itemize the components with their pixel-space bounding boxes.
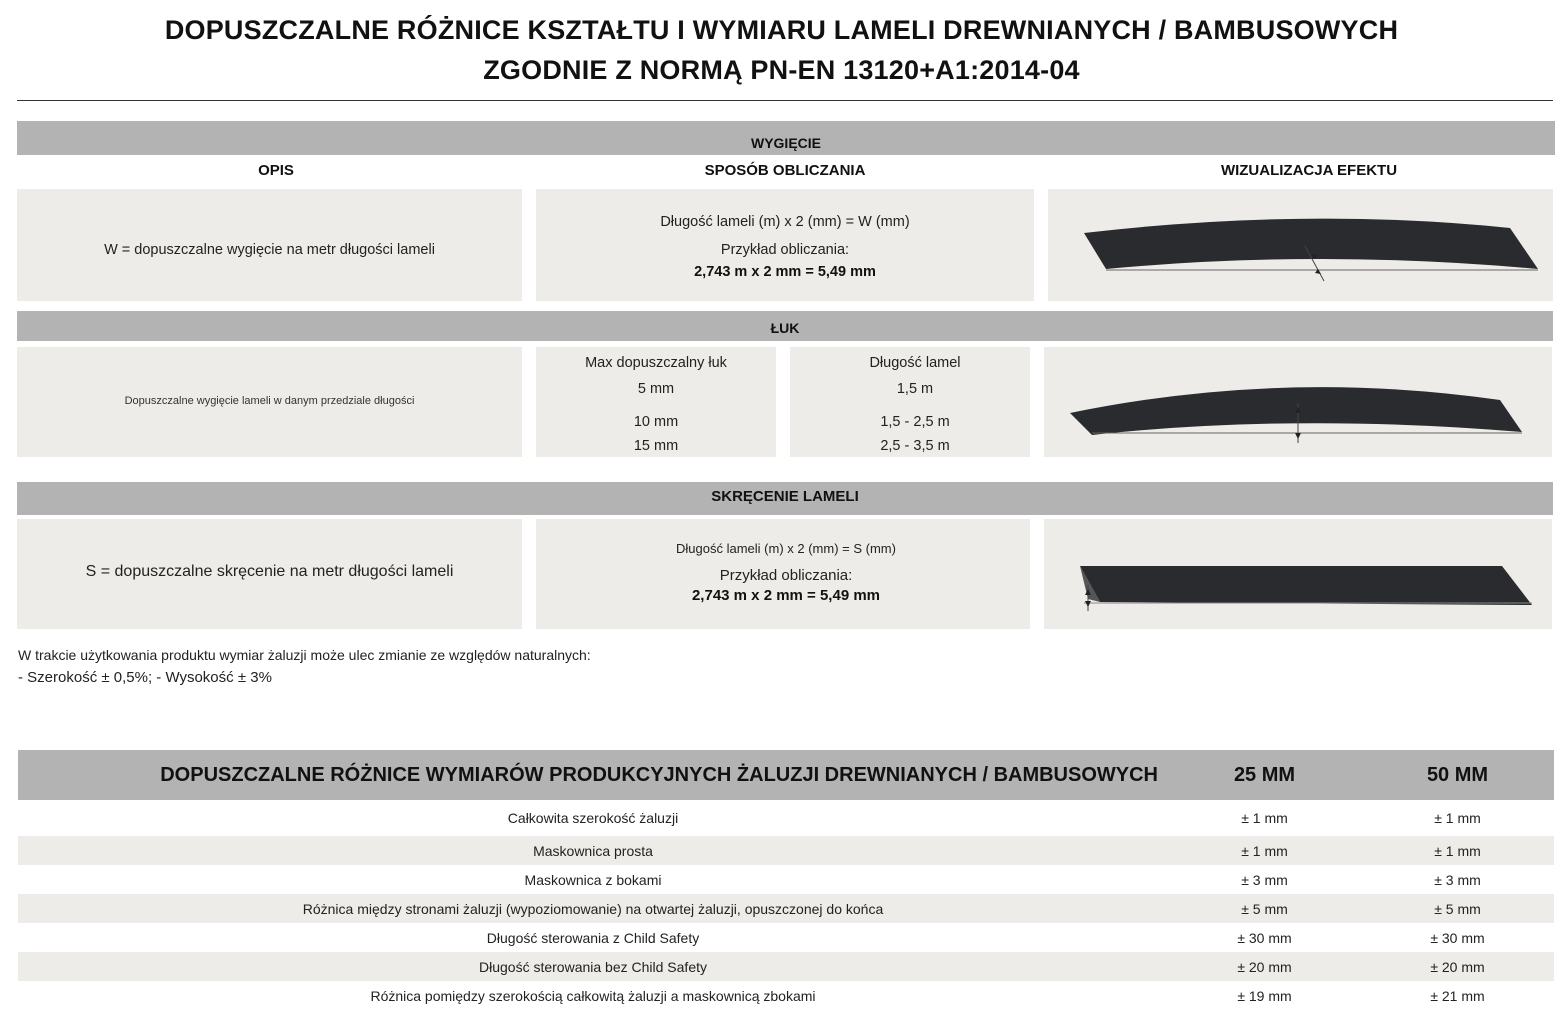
luk-max-cell [536,347,776,457]
luk-length-cell [790,347,1030,457]
row-value-50mm: ± 21 mm [1430,987,1485,1004]
luk-max-value: 10 mm [633,414,679,430]
skrecenie-example-value: 2,743 m x 2 mm = 5,49 mm [691,587,881,604]
section-band-luk: ŁUK [17,311,1553,341]
luk-opis-cell [17,347,522,457]
table-header-50mm: 50 MM [1361,750,1554,800]
page-title-line2: ZGODNIE Z NORMĄ PN-EN 13120+A1:2014-04 [483,55,1080,85]
row-value-50mm: ± 20 mm [1361,952,1554,981]
row-value-50mm: ± 1 mm [1361,836,1554,865]
wygiecie-formula: Długość lameli (m) x 2 (mm) = W (mm) [660,214,910,230]
row-label: Maskownica z bokami [524,871,662,888]
luk-max-header: Max dopuszczalny łuk [585,355,727,371]
row-value-25mm: ± 30 mm [1237,929,1292,946]
arched-slat-illustration [1044,347,1552,457]
row-label: Różnica między stronami żaluzji (wypoziomowanie) na otwartej żaluzji, opuszczonej do końca [18,894,1168,923]
luk-visualization-cell [1044,347,1552,457]
wygiecie-example-label: Przykład obliczania: [720,242,850,258]
wygiecie-example-value: 2,743 m x 2 mm = 5,49 mm [694,264,876,280]
wygiecie-opis-text: W = dopuszczalne wygięcie na metr długości lameli [104,242,435,258]
luk-length-value: 1,5 m [896,381,934,397]
section-band-wygiecie: WYGIĘCIE [17,121,1555,155]
row-label: Długość sterowania z Child Safety [486,929,700,946]
table-row [18,923,1554,952]
row-label: Długość sterowania bez Child Safety [18,952,1168,981]
luk-max-value: 5 mm [637,381,675,397]
bent-slat-illustration [1048,189,1553,301]
row-value-25mm: ± 20 mm [1168,952,1361,981]
row-label: Różnica pomiędzy szerokością całkowitą żaluzji a maskownicą zbokami [370,987,816,1004]
row-value-25mm: ± 1 mm [1241,810,1288,826]
row-value-50mm: ± 3 mm [1434,871,1481,888]
wygiecie-opis-cell [17,189,522,301]
row-label: Maskownica prosta [18,836,1168,865]
skrecenie-visualization-cell [1044,519,1552,629]
title-divider [17,100,1553,101]
table-header-title: DOPUSZCZALNE RÓŻNICE WYMIARÓW PRODUKCYJNYCH ŻALUZJI DREWNIANYCH / BAMBUSOWYCH [18,750,1168,800]
table-row [18,981,1554,1010]
luk-length-value: 1,5 - 2,5 m [880,414,950,430]
row-value-25mm: ± 5 mm [1168,894,1361,923]
wygiecie-visualization-cell [1048,189,1553,301]
skrecenie-opis-cell [17,519,522,629]
table-row [18,865,1554,894]
table-header-row [18,750,1554,800]
row-value-50mm: ± 30 mm [1430,929,1485,946]
column-header-opis: OPIS [258,162,294,179]
row-value-50mm: ± 1 mm [1434,810,1481,826]
luk-length-value: 2,5 - 3,5 m [880,438,950,454]
production-dimensions-table [18,750,1554,1010]
skrecenie-opis-text: S = dopuszczalne skręcenie na metr długości lameli [85,563,454,580]
skrecenie-formula-cell [536,519,1030,629]
usage-note-line2: - Szerokość ± 0,5%; - Wysokość ± 3% [18,669,272,686]
row-value-25mm: ± 1 mm [1168,836,1361,865]
column-header-sposob: SPOSÓB OBLICZANIA [704,162,866,179]
table-row [18,836,1554,865]
section-band-skrecenie: SKRĘCENIE LAMELI [17,482,1553,515]
table-row [18,894,1554,923]
page-title-line1: DOPUSZCZALNE RÓŻNICE KSZTAŁTU I WYMIARU LAMELI DREWNIANYCH / BAMBUSOWYCH [164,15,1399,45]
table-row [18,952,1554,981]
skrecenie-formula: Długość lameli (m) x 2 (mm) = S (mm) [676,541,896,556]
luk-max-value: 15 mm [633,438,679,454]
luk-opis-text: Dopuszczalne wygięcie lameli w danym przedziale długości [124,395,415,407]
row-value-25mm: ± 19 mm [1237,987,1292,1004]
table-header-25mm: 25 MM [1168,750,1361,800]
row-value-25mm: ± 3 mm [1241,871,1288,888]
row-label: Całkowita szerokość żaluzji [507,810,679,826]
wygiecie-formula-cell [536,189,1034,301]
luk-length-header: Długość lamel [869,355,961,371]
table-row [18,800,1554,836]
usage-note-line1: W trakcie użytkowania produktu wymiar żaluzji może ulec zmianie ze względów naturalnych: [18,647,591,663]
row-value-50mm: ± 5 mm [1361,894,1554,923]
skrecenie-example-label: Przykład obliczania: [719,567,853,584]
twisted-slat-illustration [1044,519,1552,629]
column-header-wizualizacja: WIZUALIZACJA EFEKTU [1220,162,1398,179]
